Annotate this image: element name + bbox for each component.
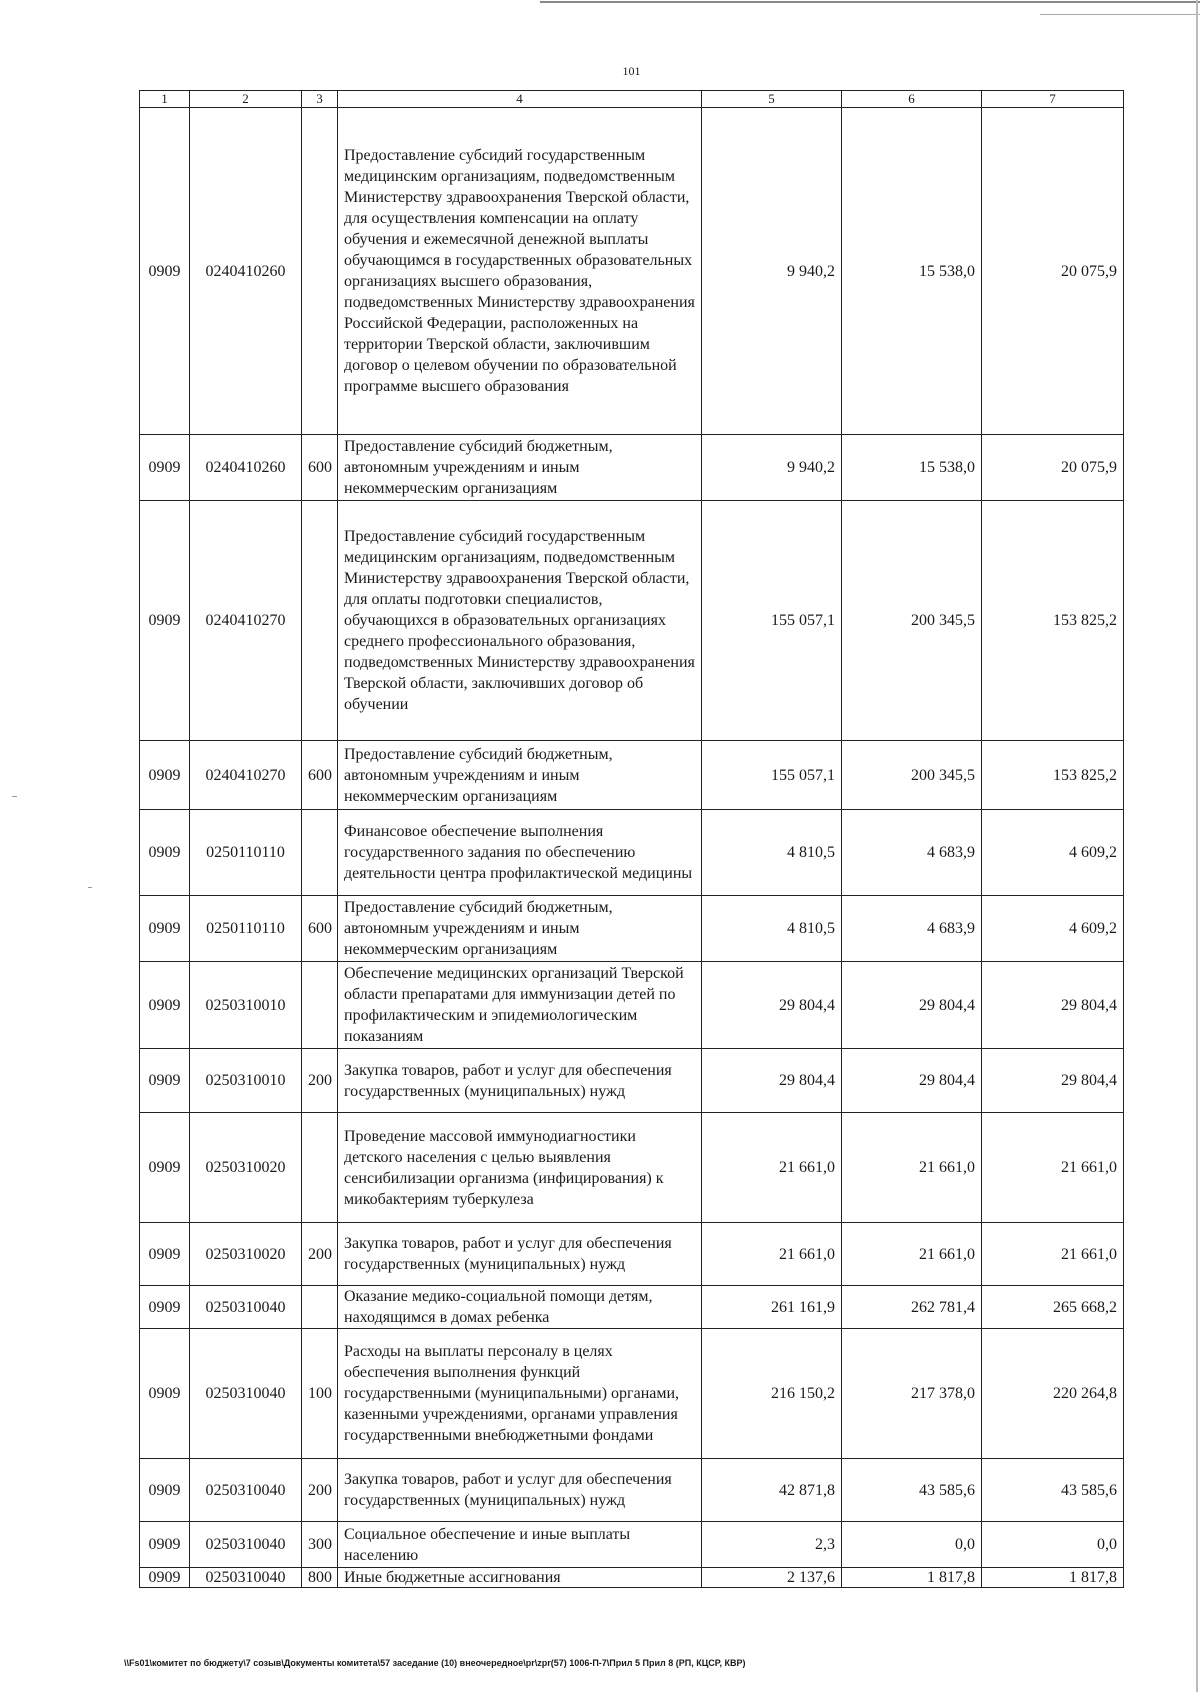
amount-cell-5: 9 940,2 xyxy=(702,435,842,501)
scan-artifact-line xyxy=(540,1,1200,3)
amount-cell-6: 4 683,9 xyxy=(842,810,982,896)
table-row xyxy=(140,1459,1124,1522)
description-cell: Финансовое обеспечение выполнения государственного задания по обеспечению деятельности центра профилактической медицины xyxy=(338,810,702,896)
scan-artifact-line xyxy=(1040,14,1200,15)
description-cell: Закупка товаров, работ и услуг для обеспечения государственных (муниципальных) нужд xyxy=(338,1459,702,1522)
column-header: 7 xyxy=(982,91,1124,108)
table-row xyxy=(140,1522,1124,1568)
expense-type-cell xyxy=(302,962,338,1049)
column-header: 6 xyxy=(842,91,982,108)
amount-cell-5: 261 161,9 xyxy=(702,1286,842,1329)
description-cell: Предоставление субсидий бюджетным, автономным учреждениям и иным некоммерческим организациям xyxy=(338,741,702,810)
section-cell: 0909 xyxy=(140,962,190,1049)
expense-type-cell: 200 xyxy=(302,1459,338,1522)
section-cell: 0909 xyxy=(140,741,190,810)
expense-type-cell: 600 xyxy=(302,741,338,810)
section-cell: 0909 xyxy=(140,1286,190,1329)
target-code-cell: 0250310040 xyxy=(190,1286,302,1329)
amount-cell-6: 200 345,5 xyxy=(842,501,982,741)
table-row xyxy=(140,1049,1124,1113)
amount-cell-6: 262 781,4 xyxy=(842,1286,982,1329)
amount-cell-6: 4 683,9 xyxy=(842,896,982,962)
target-code-cell: 0250310040 xyxy=(190,1329,302,1459)
target-code-cell: 0250310040 xyxy=(190,1568,302,1588)
section-cell: 0909 xyxy=(140,1113,190,1223)
amount-cell-6: 15 538,0 xyxy=(842,435,982,501)
section-cell: 0909 xyxy=(140,108,190,435)
column-header: 2 xyxy=(190,91,302,108)
description-cell: Обеспечение медицинских организаций Тверской области препаратами для иммунизации детей по профилактическим и эпидемиологическим показаниям xyxy=(338,962,702,1049)
target-code-cell: 0240410260 xyxy=(190,435,302,501)
section-cell: 0909 xyxy=(140,1568,190,1588)
amount-cell-7: 21 661,0 xyxy=(982,1223,1124,1286)
table-row xyxy=(140,896,1124,962)
footer-file-path: \\Fs01\комитет по бюджету\7 созыв\Документы комитета\57 заседание (10) внеочередное\pr\zpr(57) 1006-П-7\Прил 5 Прил 8 (РП, КЦСР, КВР) xyxy=(124,1658,746,1668)
expense-type-cell xyxy=(302,1113,338,1223)
amount-cell-5: 4 810,5 xyxy=(702,896,842,962)
description-cell: Социальное обеспечение и иные выплаты населению xyxy=(338,1522,702,1568)
amount-cell-5: 4 810,5 xyxy=(702,810,842,896)
amount-cell-6: 21 661,0 xyxy=(842,1223,982,1286)
description-cell: Предоставление субсидий государственным медицинским организациям, подведомственным Министерству здравоохранения Тверской области, для осуществления компенсации на оплату обучения и ежемесячной денежной выплаты обучающимся в государственных образовательных организациях высшего образования, подведомственных Министерству здравоохранения Российской Федерации, расположенных на территории Тверской области, заключившим договор о целевом обучении по образовательной программе высшего образования xyxy=(338,108,702,435)
table-row xyxy=(140,1286,1124,1329)
amount-cell-5: 21 661,0 xyxy=(702,1113,842,1223)
target-code-cell: 0250110110 xyxy=(190,810,302,896)
amount-cell-6: 200 345,5 xyxy=(842,741,982,810)
description-cell: Проведение массовой иммунодиагностики детского населения с целью выявления сенсибилизации организма (инфицирования) к микобактериям туберкулеза xyxy=(338,1113,702,1223)
section-cell: 0909 xyxy=(140,810,190,896)
section-cell: 0909 xyxy=(140,1049,190,1113)
column-header: 5 xyxy=(702,91,842,108)
amount-cell-7: 1 817,8 xyxy=(982,1568,1124,1588)
amount-cell-7: 153 825,2 xyxy=(982,741,1124,810)
target-code-cell: 0250110110 xyxy=(190,896,302,962)
description-cell: Предоставление субсидий бюджетным, автономным учреждениям и иным некоммерческим организациям xyxy=(338,896,702,962)
section-cell: 0909 xyxy=(140,501,190,741)
amount-cell-6: 21 661,0 xyxy=(842,1113,982,1223)
table-header xyxy=(140,91,1124,108)
description-cell: Иные бюджетные ассигнования xyxy=(338,1568,702,1588)
amount-cell-7: 43 585,6 xyxy=(982,1459,1124,1522)
amount-cell-6: 43 585,6 xyxy=(842,1459,982,1522)
expense-type-cell: 200 xyxy=(302,1223,338,1286)
amount-cell-6: 0,0 xyxy=(842,1522,982,1568)
description-cell: Закупка товаров, работ и услуг для обеспечения государственных (муниципальных) нужд xyxy=(338,1223,702,1286)
expense-type-cell: 300 xyxy=(302,1522,338,1568)
scan-artifact-mark xyxy=(88,887,92,888)
expense-type-cell: 100 xyxy=(302,1329,338,1459)
amount-cell-6: 29 804,4 xyxy=(842,1049,982,1113)
section-cell: 0909 xyxy=(140,1329,190,1459)
description-cell: Предоставление субсидий государственным медицинским организациям, подведомственным Министерству здравоохранения Тверской области, для оплаты подготовки специалистов, обучающихся в образовательных организациях среднего профессионального образования, подведомственных Министерству здравоохранения Тверской области, заключивших договор об обучении xyxy=(338,501,702,741)
amount-cell-7: 220 264,8 xyxy=(982,1329,1124,1459)
budget-table xyxy=(139,90,1124,1588)
amount-cell-5: 216 150,2 xyxy=(702,1329,842,1459)
expense-type-cell xyxy=(302,108,338,435)
expense-type-cell: 600 xyxy=(302,896,338,962)
amount-cell-7: 4 609,2 xyxy=(982,896,1124,962)
column-header: 4 xyxy=(338,91,702,108)
description-cell: Расходы на выплаты персоналу в целях обеспечения выполнения функций государственными (муниципальными) органами, казенными учреждениями, органами управления государственными внебюджетными фондами xyxy=(338,1329,702,1459)
target-code-cell: 0250310010 xyxy=(190,962,302,1049)
amount-cell-7: 4 609,2 xyxy=(982,810,1124,896)
description-cell: Предоставление субсидий бюджетным, автономным учреждениям и иным некоммерческим организациям xyxy=(338,435,702,501)
amount-cell-7: 20 075,9 xyxy=(982,435,1124,501)
table-row xyxy=(140,501,1124,741)
amount-cell-5: 155 057,1 xyxy=(702,501,842,741)
table-row xyxy=(140,1223,1124,1286)
expense-type-cell: 800 xyxy=(302,1568,338,1588)
section-cell: 0909 xyxy=(140,435,190,501)
target-code-cell: 0240410270 xyxy=(190,741,302,810)
description-cell: Оказание медико-социальной помощи детям, находящимся в домах ребенка xyxy=(338,1286,702,1329)
amount-cell-7: 29 804,4 xyxy=(982,1049,1124,1113)
amount-cell-7: 29 804,4 xyxy=(982,962,1124,1049)
amount-cell-5: 2,3 xyxy=(702,1522,842,1568)
section-cell: 0909 xyxy=(140,896,190,962)
amount-cell-7: 21 661,0 xyxy=(982,1113,1124,1223)
table-row xyxy=(140,1113,1124,1223)
amount-cell-5: 9 940,2 xyxy=(702,108,842,435)
table-body xyxy=(140,108,1124,1588)
amount-cell-7: 265 668,2 xyxy=(982,1286,1124,1329)
section-cell: 0909 xyxy=(140,1522,190,1568)
target-code-cell: 0240410260 xyxy=(190,108,302,435)
column-header: 1 xyxy=(140,91,190,108)
expense-type-cell xyxy=(302,501,338,741)
amount-cell-6: 15 538,0 xyxy=(842,108,982,435)
table-row xyxy=(140,810,1124,896)
scan-artifact-mark xyxy=(12,796,17,797)
table-row xyxy=(140,962,1124,1049)
amount-cell-6: 1 817,8 xyxy=(842,1568,982,1588)
amount-cell-6: 217 378,0 xyxy=(842,1329,982,1459)
expense-type-cell xyxy=(302,1286,338,1329)
description-cell: Закупка товаров, работ и услуг для обеспечения государственных (муниципальных) нужд xyxy=(338,1049,702,1113)
target-code-cell: 0250310010 xyxy=(190,1049,302,1113)
expense-type-cell xyxy=(302,810,338,896)
amount-cell-6: 29 804,4 xyxy=(842,962,982,1049)
target-code-cell: 0240410270 xyxy=(190,501,302,741)
table-row xyxy=(140,1568,1124,1588)
section-cell: 0909 xyxy=(140,1459,190,1522)
amount-cell-5: 42 871,8 xyxy=(702,1459,842,1522)
amount-cell-5: 155 057,1 xyxy=(702,741,842,810)
expense-type-cell: 600 xyxy=(302,435,338,501)
table-row xyxy=(140,1329,1124,1459)
amount-cell-7: 0,0 xyxy=(982,1522,1124,1568)
amount-cell-7: 153 825,2 xyxy=(982,501,1124,741)
table-row xyxy=(140,108,1124,435)
section-cell: 0909 xyxy=(140,1223,190,1286)
scan-artifact-edge xyxy=(1196,0,1198,1692)
column-header: 3 xyxy=(302,91,338,108)
target-code-cell: 0250310020 xyxy=(190,1223,302,1286)
amount-cell-7: 20 075,9 xyxy=(982,108,1124,435)
amount-cell-5: 21 661,0 xyxy=(702,1223,842,1286)
target-code-cell: 0250310040 xyxy=(190,1522,302,1568)
target-code-cell: 0250310040 xyxy=(190,1459,302,1522)
amount-cell-5: 29 804,4 xyxy=(702,1049,842,1113)
table-row xyxy=(140,741,1124,810)
page-number: 101 xyxy=(622,64,641,78)
amount-cell-5: 29 804,4 xyxy=(702,962,842,1049)
amount-cell-5: 2 137,6 xyxy=(702,1568,842,1588)
target-code-cell: 0250310020 xyxy=(190,1113,302,1223)
expense-type-cell: 200 xyxy=(302,1049,338,1113)
column-number-row xyxy=(140,91,1124,108)
table-row xyxy=(140,435,1124,501)
